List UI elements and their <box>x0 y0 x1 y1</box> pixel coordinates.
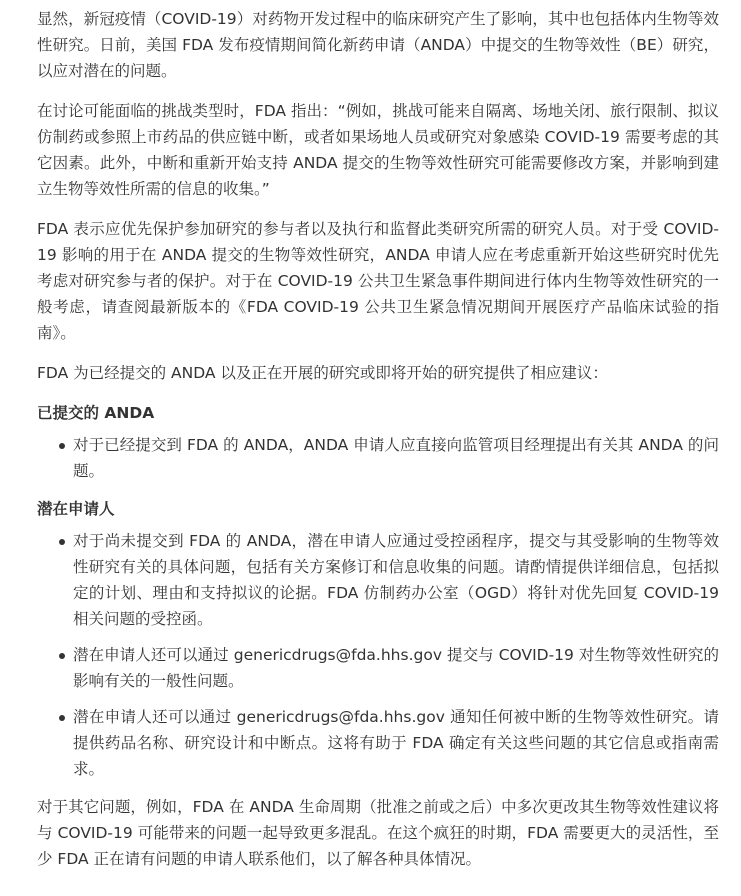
list-item: 对于尚未提交到 FDA 的 ANDA，潜在申请人应通过受控函程序，提交与其受影响的生物等效性研究有关的具体问题，包括有关方案修订和信息收集的问题。请酌情提供详细信息，包括拟定的计划、理由和支持拟议的论据。FDA 仿制药办公室（OGD）将针对优先回复 COVID-19 相关问题的受控函。 <box>73 528 719 632</box>
heading-prospective-applicants: 潜在申请人 <box>37 500 115 518</box>
paragraph-fda-challenges: 在讨论可能面临的挑战类型时，FDA 指出：“例如，挑战可能来自隔离、场地关闭、旅行限制、拟议仿制药或参照上市药品的供应链中断，或者如果场地人员或研究对象感染 COVID-19 需要考虑的其它因素。此外，中断和重新开始支持 ANDA 提交的生物等效性研究可能需要修改方案，并影响到建立生物等效性所需的信息的收集。” <box>37 102 719 198</box>
list-item: 潜在申请人还可以通过 genericdrugs@fda.hhs.gov 通知任何被中断的生物等效性研究。请提供药品名称、研究设计和中断点。这将有助于 FDA 确定有关这些问题的其它信息或指南需求。 <box>73 704 719 782</box>
paragraph-closing: 对于其它问题，例如，FDA 在 ANDA 生命周期（批准之前或之后）中多次更改其生物等效性建议将与 COVID-19 可能带来的问题一起导致更多混乱。在这个疯狂的时期，FDA 需要更大的灵活性，至少 FDA 正在请有问题的申请人联系他们，以了解各种具体情况。 <box>37 798 719 868</box>
heading-submitted-anda: 已提交的 ANDA <box>37 404 155 422</box>
list-item: 潜在申请人还可以通过 genericdrugs@fda.hhs.gov 提交与 COVID-19 对生物等效性研究的影响有关的一般性问题。 <box>73 642 719 694</box>
list-item: 对于已经提交到 FDA 的 ANDA，ANDA 申请人应直接向监管项目经理提出有关其 ANDA 的问题。 <box>73 432 719 484</box>
paragraph-recommendations-intro: FDA 为已经提交的 ANDA 以及正在开展的研究或即将开始的研究提供了相应建议： <box>37 364 608 382</box>
paragraph-intro: 显然，新冠疫情（COVID-19）对药物开发过程中的临床研究产生了影响，其中也包括体内生物等效性研究。日前，美国 FDA 发布疫情期间简化新药申请（ANDA）中提交的生物等效性（BE）研究，以应对潜在的问题。 <box>37 10 719 80</box>
list-submitted-anda <box>37 432 719 484</box>
paragraph-participant-protection: FDA 表示应优先保护参加研究的参与者以及执行和监督此类研究所需的研究人员。对于受 COVID-19 影响的用于在 ANDA 提交的生物等效性研究，ANDA 申请人应在考虑重新开始这些研究时优先考虑对研究参与者的保护。对于在 COVID-19 公共卫生紧急事件期间进行体内生物等效性研究的一般考虑，请查阅最新版本的《FDA COVID-19 公共卫生紧急情况期间开展医疗产品临床试验的指南》。 <box>37 220 719 342</box>
list-prospective-applicants <box>37 528 719 782</box>
